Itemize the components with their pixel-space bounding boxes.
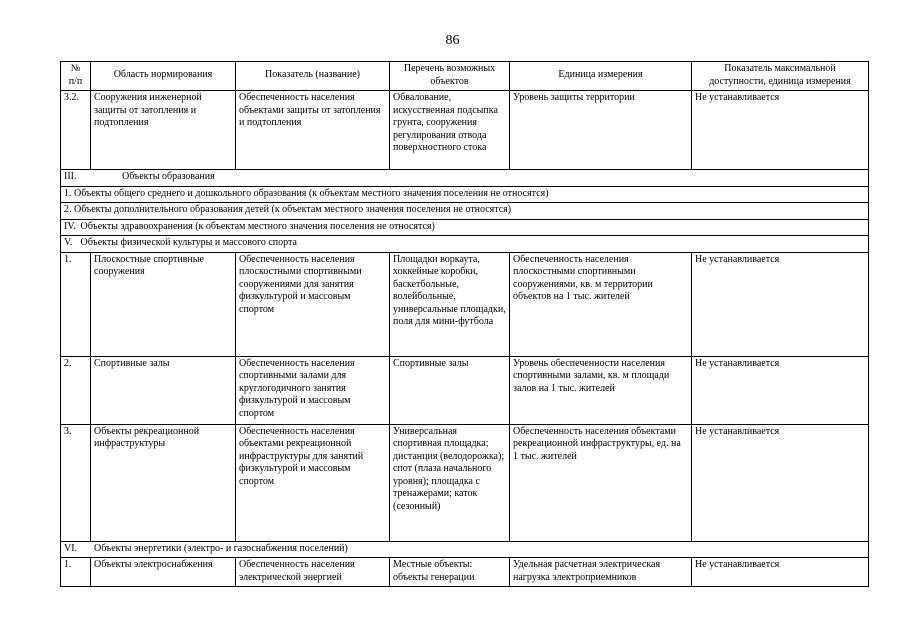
row-number: 1. — [61, 558, 91, 587]
subsection-row — [61, 186, 869, 203]
row-unit: Обеспеченность населения объектами рекреационной инфраструктуры, ед. на 1 тыс. жителей — [510, 424, 692, 541]
table-header-row — [61, 62, 869, 91]
header-max-availability: Показатель максимальной доступности, единица измерения — [692, 62, 869, 91]
section-number: VI. — [64, 542, 78, 554]
row-area: Спортивные залы — [91, 356, 236, 424]
row-indicator: Обеспеченность населения плоскостными спортивными сооружениями для занятия физкультурой и массовым спортом — [236, 252, 390, 356]
table-row — [61, 424, 869, 541]
row-number: 2. — [61, 356, 91, 424]
row-objects: Спортивные залы — [390, 356, 510, 424]
section-row — [61, 170, 869, 187]
table-row — [61, 252, 869, 356]
row-indicator: Обеспеченность населения объектами рекреационной инфраструктуры для занятий физкультурой и массовым спортом — [236, 424, 390, 541]
section-number: IV. — [64, 220, 76, 232]
table-row — [61, 558, 869, 587]
row-indicator: Обеспеченность населения объектами защиты от затопления и подтопления — [236, 91, 390, 170]
page-number: 86 — [445, 33, 460, 48]
subsection-title: 1. Объекты общего среднего и дошкольного образования (к объектам местного значения поселения не относятся) — [61, 186, 869, 203]
row-objects: Площадки воркаута, хоккейные коробки, баскетбольные, волейбольные, универсальные площадки, поля для мини-футбола — [390, 252, 510, 356]
section-number: V. — [64, 237, 73, 248]
row-objects: Местные объекты: объекты генерации — [390, 558, 510, 587]
section-row — [61, 219, 869, 236]
row-objects: Универсальная спортивная площадка; дистанция (велодорожка); спот (плаза начального уровня); площадка с тренажерами; каток (сезонный) — [390, 424, 510, 541]
header-number: № п/п — [61, 62, 91, 91]
row-area: Объекты рекреационной инфраструктуры — [91, 424, 236, 541]
table-row — [61, 356, 869, 424]
header-area: Область нормирования — [91, 62, 236, 91]
subsection-title: 2. Объекты дополнительного образования детей (к объектам местного значения поселения не относятся) — [61, 203, 869, 220]
row-unit: Уровень защиты территории — [510, 91, 692, 170]
row-unit: Обеспеченность населения плоскостными спортивными сооружениями, кв. м территории объектов на 1 тыс. жителей — [510, 252, 692, 356]
row-max: Не устанавливается — [692, 356, 869, 424]
row-indicator: Обеспеченность населения электрической энергией — [236, 558, 390, 587]
section-title: Объекты образования — [122, 171, 215, 182]
row-area: Объекты электроснабжения — [91, 558, 236, 587]
row-area: Сооружения инженерной защиты от затопления и подтопления — [91, 91, 236, 170]
row-unit: Уровень обеспеченности населения спортивными залами, кв. м площади залов на 1 тыс. жителей — [510, 356, 692, 424]
norms-table — [60, 61, 869, 587]
row-max: Не устанавливается — [692, 91, 869, 170]
subsection-row — [61, 203, 869, 220]
section-title: Объекты энергетики (электро- и газоснабжения поселений) — [94, 542, 348, 554]
row-objects: Обвалование, искусственная подсыпка грунта, сооружения регулирования отвода поверхностного стока — [390, 91, 510, 170]
section-row — [61, 541, 869, 558]
header-objects: Перечень возможных объектов — [390, 62, 510, 91]
row-max: Не устанавливается — [692, 558, 869, 587]
row-indicator: Обеспеченность населения спортивными залами для круглогодичного занятия физкультурой и массовым спортом — [236, 356, 390, 424]
header-indicator: Показатель (название) — [236, 62, 390, 91]
section-title: Объекты физической культуры и массового спорта — [80, 237, 297, 248]
section-number: III. — [64, 171, 77, 182]
row-max: Не устанавливается — [692, 252, 869, 356]
section-title: Объекты здравоохранения (к объектам местного значения поселения не относятся) — [80, 220, 435, 232]
row-unit: Удельная расчетная электрическая нагрузка электроприемников — [510, 558, 692, 587]
row-number: 3.2. — [61, 91, 91, 170]
table-row — [61, 91, 869, 170]
header-unit: Единица измерения — [510, 62, 692, 91]
row-max: Не устанавливается — [692, 424, 869, 541]
row-number: 1. — [61, 252, 91, 356]
section-row — [61, 236, 869, 253]
row-area: Плоскостные спортивные сооружения — [91, 252, 236, 356]
row-number: 3. — [61, 424, 91, 541]
